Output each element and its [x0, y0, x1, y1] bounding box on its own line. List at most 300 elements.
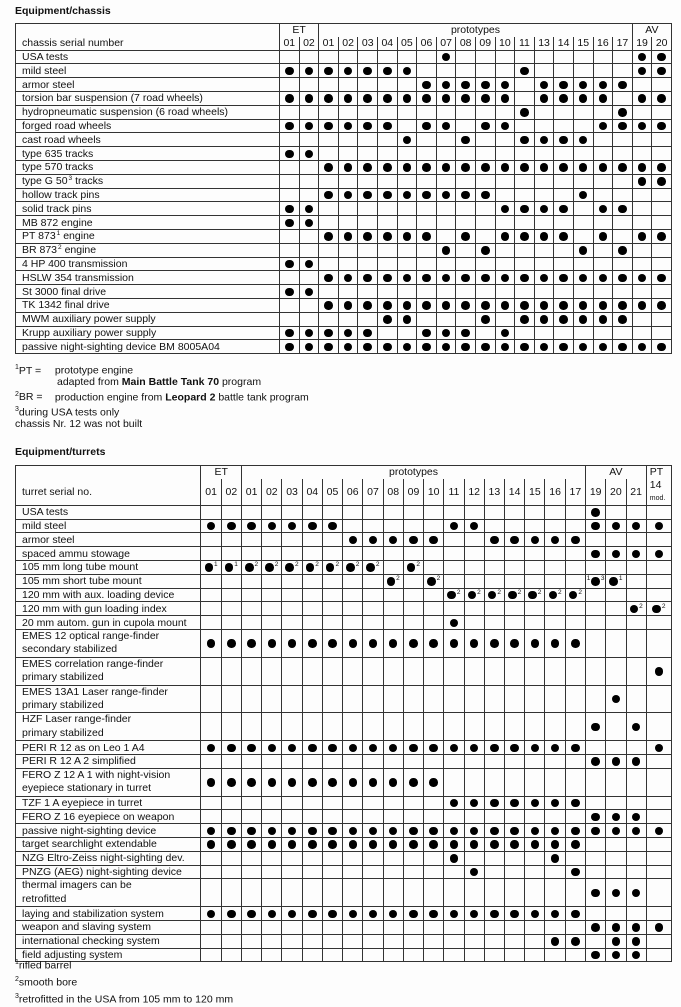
filled-dot-icon: [349, 827, 358, 836]
turret-cell: [646, 768, 671, 796]
turret-row-label: [16, 574, 201, 588]
chassis-cell: [378, 119, 398, 133]
turret-cell: [586, 824, 606, 838]
chassis-cell: [593, 174, 613, 188]
filled-dot-icon: [363, 274, 372, 283]
turret-cell: [221, 907, 241, 921]
footnote-marker: 2: [558, 588, 562, 596]
filled-dot-icon: [599, 205, 608, 214]
filled-dot-icon: [324, 163, 333, 172]
filled-dot-icon: [442, 301, 451, 310]
filled-dot-icon: [571, 840, 580, 849]
turret-cell: [484, 629, 504, 657]
turret-cell: [262, 824, 282, 838]
turret-column-header: [424, 479, 444, 506]
row-label-text: armor steel: [22, 78, 75, 91]
chassis-cell: [456, 78, 476, 92]
turret-cell: [424, 865, 444, 879]
chassis-cell: [319, 78, 339, 92]
turret-cell: [403, 810, 423, 824]
turret-cell: [221, 616, 241, 630]
turret-cell: [505, 741, 525, 755]
turret-cell: [484, 948, 504, 962]
chassis-cell: [299, 133, 319, 147]
row-label-text-suffix: engine: [61, 244, 97, 257]
turret-cell: [565, 560, 585, 574]
filled-dot-icon: [618, 122, 627, 131]
turret-cell: [302, 879, 322, 907]
chassis-cell: [515, 91, 535, 105]
turret-column-header: [484, 479, 504, 506]
chassis-cell: [299, 50, 319, 64]
chassis-cell: [613, 257, 633, 271]
chassis-cell: [534, 174, 554, 188]
turret-cell: [525, 657, 545, 685]
turret-cell: [282, 810, 302, 824]
footnote-marker: 2: [58, 244, 62, 252]
filled-dot-icon: [247, 522, 256, 531]
turret-cell: [606, 657, 626, 685]
chassis-cell: [573, 271, 593, 285]
chassis-cell: [613, 147, 633, 161]
chassis-row-label: [16, 188, 280, 202]
filled-dot-icon: [612, 923, 621, 932]
row-label-text-line2: eyepiece stationary in turret: [22, 782, 151, 795]
turret-cell: [383, 824, 403, 838]
turret-cell: [505, 796, 525, 810]
row-label-text: torsion bar suspension (7 road wheels): [22, 92, 203, 105]
chassis-cell: [417, 285, 437, 299]
turret-cell: [201, 796, 221, 810]
turret-cell: [363, 713, 383, 741]
turret-cell: [626, 588, 646, 602]
turret-cell: [464, 616, 484, 630]
turret-cell: [464, 879, 484, 907]
chassis-group-et: ET: [280, 24, 319, 37]
turret-cell: [363, 560, 383, 574]
turret-cell: [343, 629, 363, 657]
chassis-serial-number: 06: [420, 37, 433, 50]
turret-cell: [424, 741, 444, 755]
turret-cell: [322, 948, 342, 962]
turret-cell: [363, 934, 383, 948]
turret-row-label: [16, 685, 201, 713]
footnote-marker: 1: [234, 561, 238, 569]
turret-cell: [262, 851, 282, 865]
footnote-marker: 2: [578, 588, 582, 596]
chassis-cell: [554, 50, 574, 64]
turret-cell: [464, 657, 484, 685]
filled-dot-icon: [422, 94, 431, 103]
filled-dot-icon: [344, 122, 353, 131]
filled-dot-icon: [481, 191, 490, 200]
chassis-cell: [280, 91, 300, 105]
chassis-cell: [299, 78, 319, 92]
turret-cell: [606, 616, 626, 630]
chassis-cell: [632, 91, 652, 105]
filled-dot-icon: [389, 778, 398, 787]
turret-cell: [262, 907, 282, 921]
chassis-cell: [613, 243, 633, 257]
chassis-cell: [573, 216, 593, 230]
turret-cell: [282, 616, 302, 630]
chassis-cell: [554, 133, 574, 147]
turret-cell: [383, 865, 403, 879]
turret-cell: [565, 768, 585, 796]
turret-cell: [444, 907, 464, 921]
chassis-cell: [613, 160, 633, 174]
filled-dot-icon: [559, 343, 568, 352]
chassis-cell: [319, 133, 339, 147]
turret-row-label: [16, 588, 201, 602]
turret-cell: [586, 907, 606, 921]
turret-cell: [484, 741, 504, 755]
chassis-cell: [534, 326, 554, 340]
filled-dot-icon: [609, 577, 618, 586]
turret-cell: [282, 755, 302, 769]
filled-dot-icon: [363, 122, 372, 131]
turret-cell: [444, 574, 464, 588]
filled-dot-icon: [403, 301, 412, 310]
filled-dot-icon: [383, 191, 392, 200]
turret-cell: [241, 741, 261, 755]
filled-dot-icon: [227, 827, 236, 836]
filled-dot-icon: [409, 910, 418, 919]
filled-dot-icon: [652, 605, 661, 614]
turret-cell: [403, 865, 423, 879]
filled-dot-icon: [207, 522, 216, 531]
filled-dot-icon: [481, 315, 490, 324]
chassis-cell: [534, 298, 554, 312]
filled-dot-icon: [308, 639, 317, 648]
turret-serial-number: 14: [508, 485, 521, 498]
turret-cell: [343, 879, 363, 907]
chassis-cell: [652, 160, 672, 174]
chassis-cell: [593, 133, 613, 147]
turret-cell: [586, 865, 606, 879]
filled-dot-icon: [403, 67, 412, 76]
chassis-cell: [652, 257, 672, 271]
filled-dot-icon: [510, 827, 519, 836]
chassis-cell: [319, 50, 339, 64]
turret-cell: [586, 519, 606, 533]
chassis-serial-number: 02: [342, 37, 354, 50]
turret-cell: [363, 519, 383, 533]
turret-cell: [606, 588, 626, 602]
chassis-cell: [397, 312, 417, 326]
chassis-cell: [319, 340, 339, 354]
chassis-cell: [652, 50, 672, 64]
chassis-cell: [475, 312, 495, 326]
turret-cell: [565, 588, 585, 602]
turret-cell: [424, 907, 444, 921]
footnote-number: 1: [15, 959, 19, 966]
filled-dot-icon: [501, 274, 510, 283]
turret-cell: [221, 879, 241, 907]
turret-cell: [646, 616, 671, 630]
chassis-cell: [475, 105, 495, 119]
turret-cell: [586, 547, 606, 561]
turret-cell: [403, 602, 423, 616]
filled-dot-icon: [531, 827, 540, 836]
chassis-serial-number: 16: [596, 37, 609, 50]
turret-cell: [586, 838, 606, 852]
turret-cell: [221, 657, 241, 685]
turret-footnote: [15, 990, 233, 1007]
filled-dot-icon: [657, 122, 666, 131]
turret-cell: [403, 547, 423, 561]
chassis-row: [16, 188, 672, 202]
turret-cell: [505, 851, 525, 865]
chassis-cell: [632, 78, 652, 92]
filled-dot-icon: [328, 744, 337, 753]
chassis-column-header: [456, 37, 476, 50]
filled-dot-icon: [268, 522, 277, 531]
filled-dot-icon: [344, 67, 353, 76]
turret-cell: [545, 574, 565, 588]
filled-dot-icon: [591, 550, 600, 559]
filled-dot-icon: [383, 163, 392, 172]
turret-cell: [403, 574, 423, 588]
chassis-cell: [280, 50, 300, 64]
chassis-cell: [280, 243, 300, 257]
turret-cell: [565, 879, 585, 907]
turret-cell: [444, 796, 464, 810]
turret-cell: [221, 810, 241, 824]
filled-dot-icon: [501, 81, 510, 90]
turret-cell: [484, 588, 504, 602]
chassis-cell: [554, 216, 574, 230]
turret-cell: [302, 685, 322, 713]
chassis-cell: [613, 133, 633, 147]
turret-row: [16, 547, 672, 561]
turret-cell: [201, 768, 221, 796]
turret-cell: [322, 629, 342, 657]
filled-dot-icon: [288, 522, 297, 531]
turret-footnote: [15, 973, 233, 990]
turret-column-header: [586, 479, 606, 506]
filled-dot-icon: [591, 577, 600, 586]
filled-dot-icon: [579, 274, 588, 283]
turret-cell: [545, 657, 565, 685]
turret-cell: [626, 713, 646, 741]
turret-cell: [444, 560, 464, 574]
chassis-cell: [397, 188, 417, 202]
filled-dot-icon: [612, 695, 621, 704]
turret-cell: [545, 533, 565, 547]
filled-dot-icon: [520, 343, 529, 352]
turret-cell: [282, 934, 302, 948]
chassis-footnote: [15, 377, 309, 389]
chassis-cell: [280, 257, 300, 271]
turret-cell: [322, 685, 342, 713]
turret-serial-number: 21: [630, 485, 642, 498]
filled-dot-icon: [442, 163, 451, 172]
filled-dot-icon: [442, 81, 451, 90]
turret-cell: [282, 602, 302, 616]
turret-cell: [444, 505, 464, 519]
turret-row: [16, 907, 672, 921]
filled-dot-icon: [470, 840, 479, 849]
footnote-text: rifled barrel: [18, 959, 72, 972]
turret-cell: [525, 948, 545, 962]
turret-column-header: [282, 479, 302, 506]
chassis-cell: [632, 257, 652, 271]
turret-cell: [525, 519, 545, 533]
turret-cell: [464, 865, 484, 879]
turret-cell: [646, 629, 671, 657]
chassis-row-label: [16, 312, 280, 326]
chassis-cell: [319, 174, 339, 188]
turret-row: [16, 796, 672, 810]
footnote-number: 3: [15, 993, 19, 1000]
turret-cell: [424, 588, 444, 602]
filled-dot-icon: [540, 163, 549, 172]
turret-cell: [626, 657, 646, 685]
chassis-row-label: [16, 119, 280, 133]
turret-cell: [545, 851, 565, 865]
turret-column-header: [262, 479, 282, 506]
filled-dot-icon: [571, 937, 580, 946]
chassis-cell: [319, 105, 339, 119]
turret-cell: [282, 574, 302, 588]
chassis-group-prototypes: prototypes: [319, 24, 633, 37]
filled-dot-icon: [383, 94, 392, 103]
chassis-column-header: [475, 37, 495, 50]
filled-dot-icon: [618, 205, 627, 214]
chassis-cell: [436, 119, 456, 133]
turret-cell: [484, 768, 504, 796]
filled-dot-icon: [308, 827, 317, 836]
chassis-serial-number: 03: [361, 37, 374, 50]
turret-column-header: [201, 479, 221, 506]
chassis-cell: [613, 216, 633, 230]
chassis-cell: [397, 78, 417, 92]
chassis-cell: [515, 312, 535, 326]
turret-cell: [241, 948, 261, 962]
turret-cell: [302, 574, 322, 588]
chassis-cell: [319, 285, 339, 299]
turret-cell: [221, 574, 241, 588]
turret-cell: [424, 851, 444, 865]
chassis-cell: [613, 326, 633, 340]
turret-cell: [343, 574, 363, 588]
filled-dot-icon: [442, 122, 451, 131]
turret-cell: [565, 519, 585, 533]
filled-dot-icon: [638, 94, 647, 103]
turret-cell: [282, 629, 302, 657]
chassis-cell: [299, 229, 319, 243]
turret-row: [16, 838, 672, 852]
filled-dot-icon: [540, 343, 549, 352]
turret-cell: [424, 768, 444, 796]
filled-dot-icon: [328, 522, 337, 531]
turret-cell: [201, 879, 221, 907]
chassis-column-header: [378, 37, 398, 50]
chassis-cell: [515, 188, 535, 202]
filled-dot-icon: [305, 150, 314, 159]
chassis-cell: [338, 257, 358, 271]
turret-serial-number: 05: [326, 485, 339, 498]
chassis-column-header: [299, 37, 319, 50]
chassis-cell: [456, 326, 476, 340]
chassis-cell: [515, 326, 535, 340]
chassis-cell: [397, 119, 417, 133]
turret-cell: [464, 948, 484, 962]
chassis-cell: [573, 229, 593, 243]
chassis-serial-number: 13: [538, 37, 550, 50]
chassis-cell: [397, 243, 417, 257]
chassis-row-label: [16, 340, 280, 354]
chassis-cell: [652, 326, 672, 340]
chassis-cell: [436, 216, 456, 230]
turret-row: [16, 505, 672, 519]
row-label-text: USA tests: [22, 50, 69, 63]
turret-cell: [282, 865, 302, 879]
chassis-row-label: [16, 160, 280, 174]
filled-dot-icon: [207, 840, 216, 849]
filled-dot-icon: [612, 550, 621, 559]
filled-dot-icon: [305, 122, 314, 131]
filled-dot-icon: [308, 744, 317, 753]
turret-cell: [343, 921, 363, 935]
filled-dot-icon: [501, 232, 510, 241]
turret-cell: [505, 616, 525, 630]
turret-cell: [444, 810, 464, 824]
turret-cell: [241, 505, 261, 519]
turret-column-header: [565, 479, 585, 506]
chassis-cell: [593, 188, 613, 202]
chassis-cell: [417, 298, 437, 312]
turret-serial-number: 08: [387, 485, 400, 498]
turret-cell: [606, 560, 626, 574]
row-label-text: mild steel: [22, 64, 67, 77]
chassis-cell: [358, 312, 378, 326]
turret-cell: [241, 796, 261, 810]
chassis-cell: [573, 202, 593, 216]
turret-cell: [606, 519, 626, 533]
filled-dot-icon: [559, 301, 568, 310]
turret-cell: [484, 865, 504, 879]
filled-dot-icon: [285, 205, 294, 214]
turret-cell: [505, 629, 525, 657]
filled-dot-icon: [618, 246, 627, 255]
turret-cell: [343, 851, 363, 865]
turret-cell: [383, 768, 403, 796]
turret-cell: [221, 921, 241, 935]
chassis-cell: [613, 50, 633, 64]
turret-cell: [241, 588, 261, 602]
chassis-cell: [417, 64, 437, 78]
turret-cell: [282, 685, 302, 713]
turret-cell: [586, 755, 606, 769]
filled-dot-icon: [346, 563, 355, 572]
chassis-cell: [573, 50, 593, 64]
turret-cell: [262, 533, 282, 547]
turret-cell: [282, 851, 302, 865]
turret-cell: [484, 685, 504, 713]
turret-cell: [363, 824, 383, 838]
chassis-cell: [613, 229, 633, 243]
chassis-cell: [417, 105, 437, 119]
chassis-cell: [593, 119, 613, 133]
chassis-cell: [554, 229, 574, 243]
chassis-row: [16, 91, 672, 105]
turret-cell: [282, 713, 302, 741]
filled-dot-icon: [638, 53, 647, 62]
chassis-cell: [632, 188, 652, 202]
chassis-cell: [554, 202, 574, 216]
